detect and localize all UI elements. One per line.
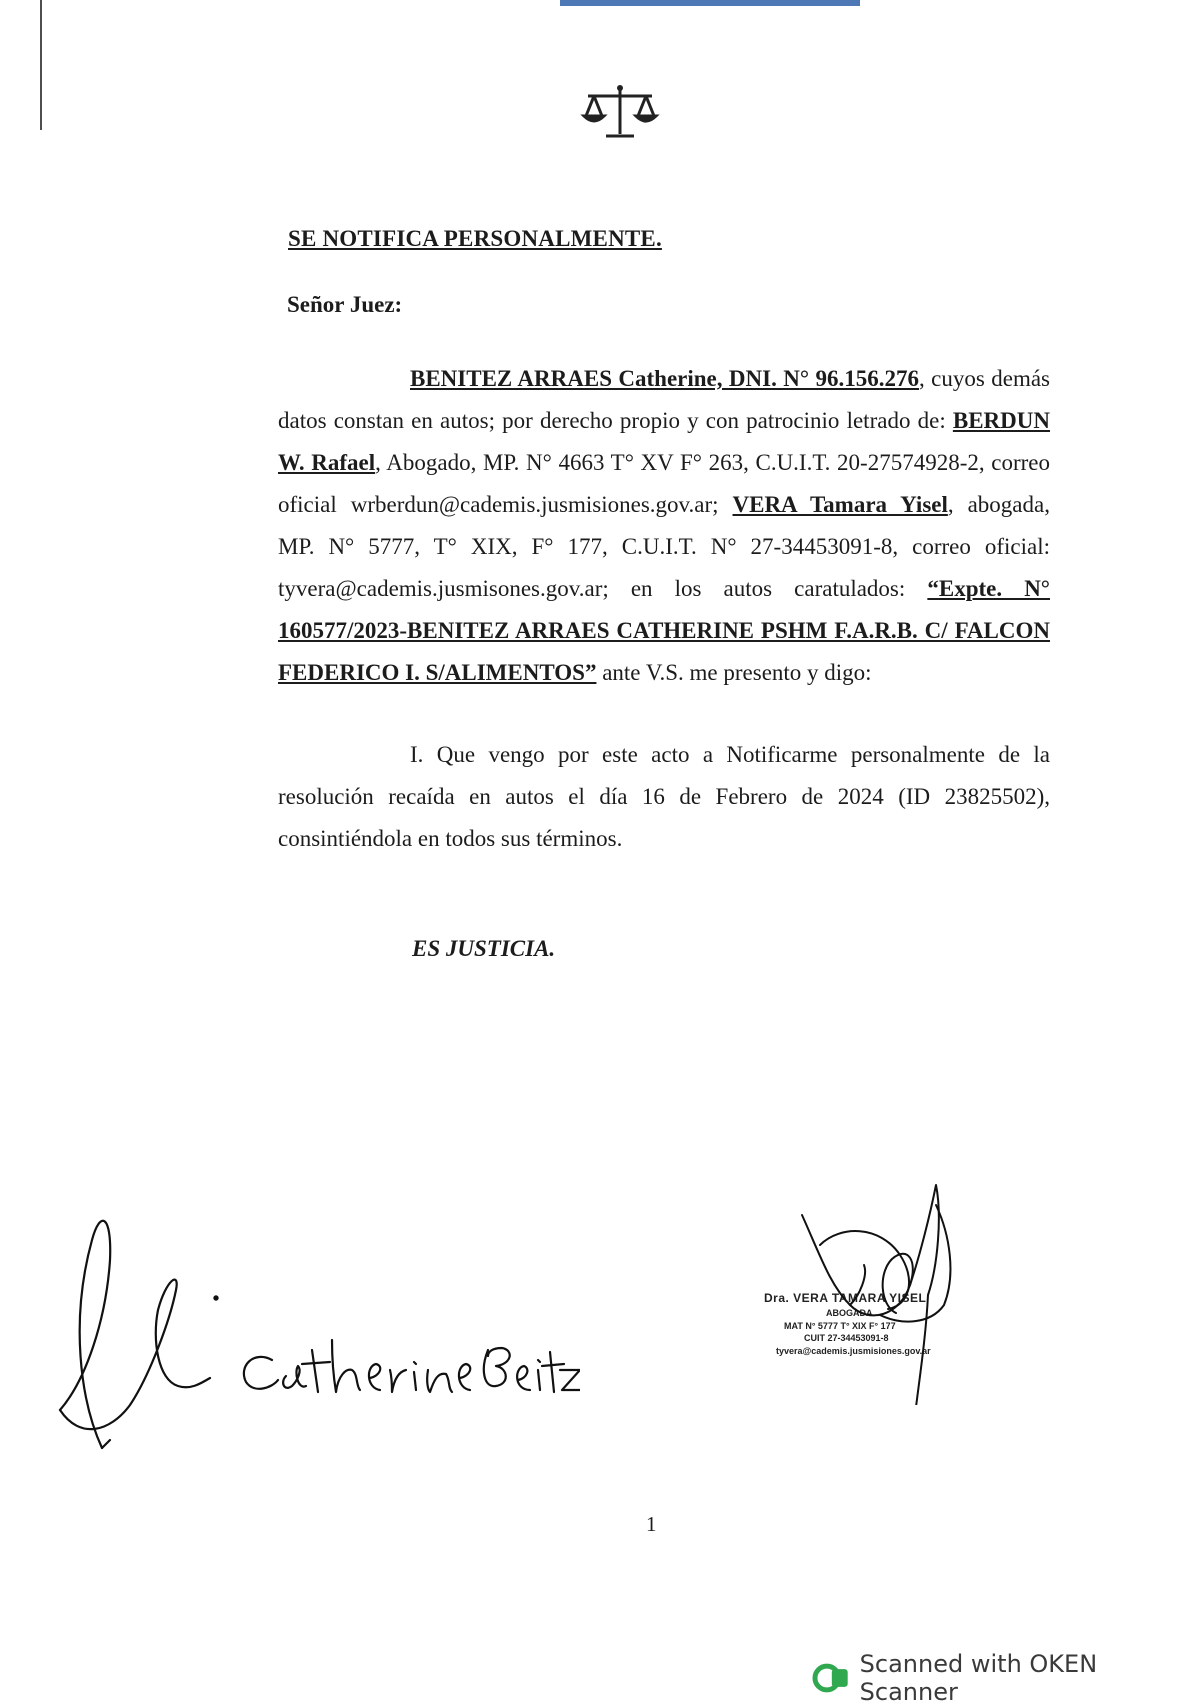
lawyer-stamp-signature <box>760 1175 990 1405</box>
top-edge-mark <box>560 0 860 6</box>
page-number: 1 <box>646 1512 657 1536</box>
stamp-name: Dra. VERA TAMARA YISEL <box>764 1291 927 1305</box>
stamp-email: tyvera@cademis.jusmisiones.gov.ar <box>776 1346 931 1356</box>
oken-scanner-logo-icon <box>812 1663 850 1693</box>
scales-of-justice-icon <box>580 82 660 142</box>
stamp-cuit: CUIT 27-34453091-8 <box>804 1333 889 1343</box>
scanner-text: Scanned with OKEN Scanner <box>859 1650 1098 1706</box>
salutation: Señor Juez: <box>287 292 403 317</box>
document-body <box>278 358 1050 860</box>
paragraph-text: , Abogado, MP. N° 4663 T° XV F° 263, C.U.I.T. 20-27574928-2, correo oficial wrberdun@cademis.jusmisiones.gov.ar; <box>278 450 1050 517</box>
lawyer-berdun: BERDUN W. Rafael <box>278 408 1050 475</box>
lawyer-vera: VERA Tamara Yisel <box>732 492 948 517</box>
closing-es-justicia: ES JUSTICIA. <box>412 936 556 961</box>
left-scan-edge <box>40 0 42 130</box>
paragraph-notification <box>278 734 1050 860</box>
paragraph-text: , cuyos demás datos constan en autos; por derecho propio y con patrocinio letrado de: <box>278 366 1050 433</box>
stamp-matricula: MAT N° 5777 T° XIX F° 177 <box>784 1321 896 1331</box>
signature-vera <box>760 1175 990 1405</box>
signature-client <box>40 1200 580 1460</box>
stamp-role: ABOGADA <box>826 1308 873 1318</box>
document-title: SE NOTIFICA PERSONALMENTE. <box>288 226 662 251</box>
paragraph-text: I. Que vengo por este acto a Notificarme personalmente de la resolución recaída en autos el día 16 de Febrero de 2024 (ID 23825502), consintiéndola en todos sus términos. <box>278 742 1050 851</box>
paragraph-text: ante V.S. me presento y digo: <box>596 660 872 685</box>
paragraph-appearance <box>278 358 1050 694</box>
case-caption: “Expte. N° 160577/2023-BENITEZ ARRAES CATHERINE PSHM F.A.R.B. C/ FALCON FEDERICO I. S/ALIMENTOS” <box>278 576 1050 685</box>
paragraph-text: , abogada, MP. N° 5777, T° XIX, F° 177, C.U.I.T. N° 27-34453091-8, correo oficial: tyvera@cademis.jusmisones.gov.ar; en los autos caratulados: <box>278 492 1050 601</box>
party-name: BENITEZ ARRAES Catherine, DNI. N° 96.156.276 <box>410 366 919 391</box>
